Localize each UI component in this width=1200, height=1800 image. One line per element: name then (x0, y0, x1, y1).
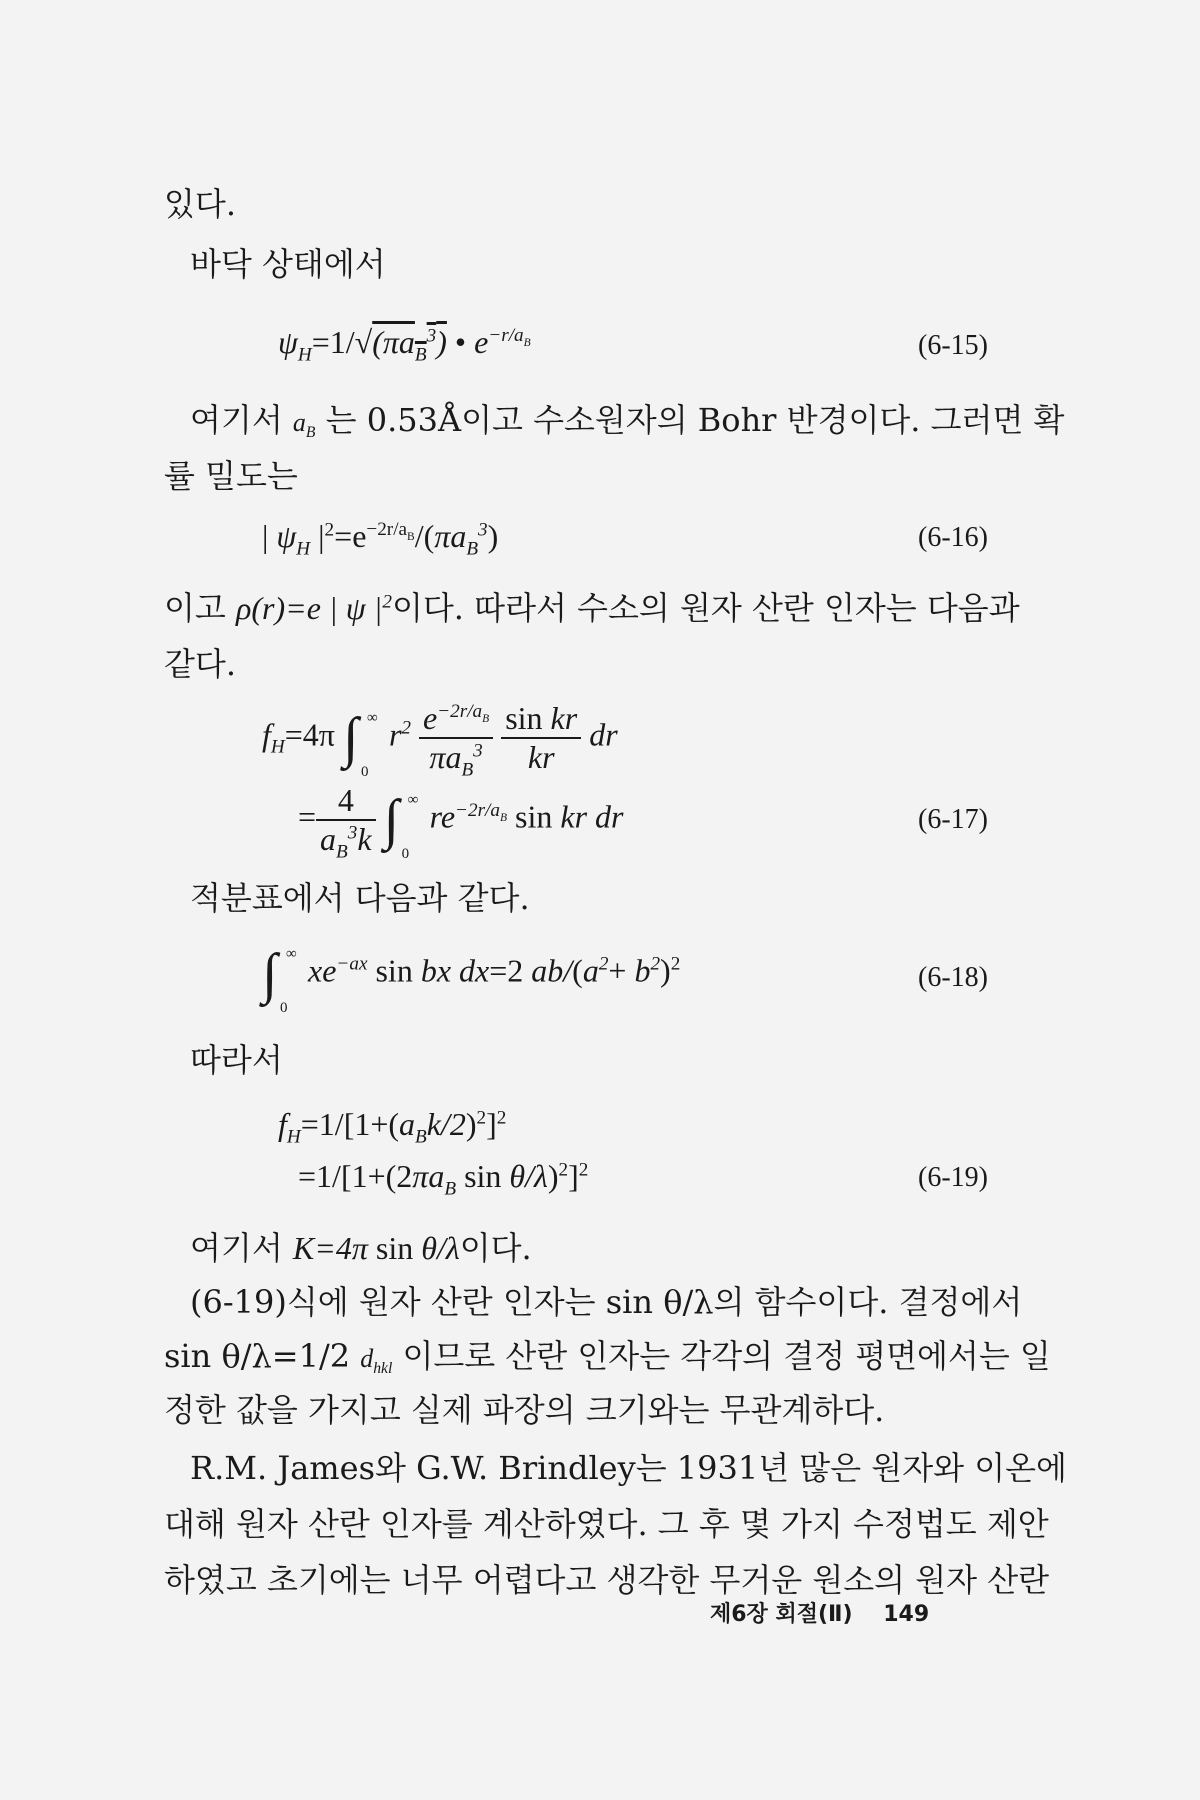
text-line-9 (190, 1229, 532, 1267)
text-line-14: 대해 원자 산란 인자를 계산하였다. 그 후 몇 가지 수정법도 제안 (164, 1505, 1049, 1543)
text-line-1: 있다. (164, 185, 236, 223)
text-segment: 여기서 (190, 1229, 283, 1267)
text-line-8: 따라서 (190, 1041, 283, 1079)
math-aB: $a_B$ (292, 408, 316, 442)
equation-6-17-line-1: $f_H=4\pi$ ∫ ∞ 0 $r^2$ $\frac{e^{-2r/a_B}}{\pi a_B^3}$ $\frac{\text{sin kr}}{kr}$ dr (262, 700, 618, 781)
text-line-6: 같다. (164, 645, 236, 683)
text-segment: 이므로 산란 인자는 각각의 결정 평면에서는 일 (402, 1337, 1051, 1375)
text-line-12: 정한 값을 가지고 실제 파장의 크기와는 무관계하다. (164, 1391, 885, 1429)
equation-6-16: | $\psi_H$ $|^2=e^{-2r/a_B}/(\pi a_B^3)$ (262, 518, 499, 560)
text-segment: 이다. 따라서 수소의 원자 산란 인자는 다음과 (391, 589, 1020, 627)
text-line-10: (6-19)식에 원자 산란 인자는 sin θ/λ의 함수이다. 결정에서 (190, 1283, 1023, 1321)
equation-6-19-line-2: $=1/[1+(2\pi a_B$ sin θ/λ)$^2$]$^2$ (298, 1158, 589, 1200)
math-rho: ρ(r)=e | ψ $|^2$ (236, 590, 392, 626)
text-line-3 (190, 401, 1065, 442)
text-line-11 (164, 1337, 1051, 1378)
equation-number-6-19: (6-19) (918, 1162, 988, 1193)
text-line-2: 바닥 상태에서 (190, 245, 386, 283)
text-line-4: 률 밀도는 (164, 457, 298, 495)
text-segment: 는 0.53Å이고 수소원자의 Bohr 반경이다. 그러면 확 (325, 401, 1065, 439)
equation-number-6-17: (6-17) (918, 804, 988, 835)
text-line-7: 적분표에서 다음과 같다. (190, 879, 530, 917)
equation-number-6-16: (6-16) (918, 522, 988, 553)
text-line-15: 하였고 초기에는 너무 어렵다고 생각한 무거운 원소의 원자 산란 (164, 1561, 1050, 1599)
equation-number-6-18: (6-18) (918, 962, 988, 993)
text-segment: 이고 (164, 589, 226, 627)
text-line-13: R.M. James와 G.W. Brindley는 1931년 많은 원자와 이온에 (190, 1449, 1067, 1487)
equation-6-17-line-2: = $\frac{4}{a_B^3k}$ ∫ ∞ 0 $re^{-2r/a_B}$ sin kr dr (298, 782, 624, 863)
text-line-5 (164, 589, 1020, 627)
page-number: 149 (883, 1602, 930, 1627)
text-segment: sin θ/λ=1/2 (164, 1337, 351, 1375)
equation-6-18: ∫ ∞ 0 $xe^{-ax}$ sin bx dx=2 $ab/(a^2+ b^2)^2$ (262, 943, 681, 1016)
text-segment: 여기서 (190, 401, 283, 439)
page-footer (710, 1597, 929, 1628)
equation-6-19-line-1: $f_H=1/[1+(a_Bk/2)^2]^2$ (278, 1106, 507, 1148)
text-segment: 이다. (459, 1229, 532, 1267)
math-dhkl: $d_{hkl}$ (360, 1344, 393, 1378)
math-K: K=4π sin θ/λ (292, 1230, 460, 1266)
chapter-title: 제6장 회절(Ⅱ) (710, 1602, 853, 1627)
equation-number-6-15: (6-15) (918, 330, 988, 361)
equation-6-15: $\psi_H=1/√(\pi a_B^3)$ • $e^{-r/a_B}$ (278, 324, 531, 366)
